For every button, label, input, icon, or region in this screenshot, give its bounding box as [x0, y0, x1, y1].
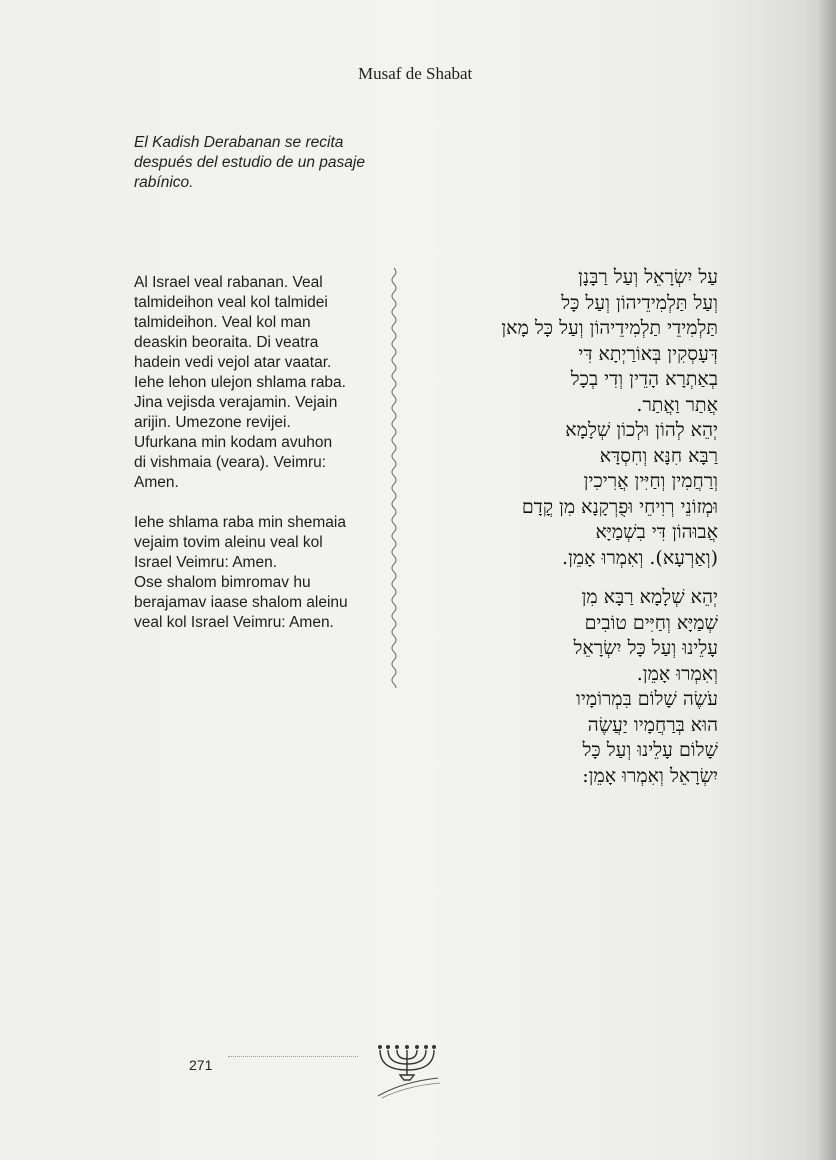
transliteration-paragraph: Al Israel veal rabanan. Veal talmideihon veal kol talmidei talmideihon. Veal kol man deaskin beoraita. Di veatra hadein vedi vejol atar vaatar. Iehe lehon ulejon shlama raba. Jina vejisda verajamin. Vejain arijin. Umezone revijei. Ufurkana min kodam avuhon di vishmaia (veara). Veimru: Amen.	[134, 274, 346, 491]
hebrew-paragraph: עַל יִשְׂרָאֵל וְעַל רַבָּנָן וְעַל תַּלְמִידֵיהוֹן וְעַל כָּל תַּלְמִידֵי תַלְמִידֵיהוֹן וְעַל כָּל מָאן דְּעָסְקִין בְּאוֹרַיְתָא דִּי בְאַתְרָא הָדֵין וְדִי בְכָל אֲתַר וַאֲתַר. יְהֵא לְהוֹן וּלְכוֹן שְׁלָמָא רַבָּא חִנָּא וְחִסְדָּא וְרַחֲמִין וְחַיִּין אֲרִיכִין וּמְזוֹנֵי רְוִיחֵי וּפֻרְקָנָא מִן קֳדָם אֲבוּהוֹן דִּי בִשְׁמַיָּא (וְאַרְעָא). וְאִמְרוּ אָמֵן.	[501, 266, 718, 569]
hebrew-column	[418, 265, 718, 803]
menorah-icon	[372, 1020, 442, 1100]
running-header: Musaf de Shabat	[358, 64, 473, 83]
intro-instruction: El Kadish Derabanan se recita después del estudio de un pasaje rabínico.	[134, 134, 365, 191]
transliteration-paragraph: Iehe shlama raba min shemaia vejaim tovim aleinu veal kol Israel Veimru: Amen. Ose shalom bimromav hu berajamav iaase shalom aleinu veal kol Israel Veimru: Amen.	[134, 514, 348, 631]
page-number: 271	[189, 1057, 213, 1073]
footer-rule	[228, 1056, 358, 1057]
transliteration-column	[134, 273, 389, 653]
wavy-divider	[388, 268, 400, 688]
hebrew-paragraph: יְהֵא שְׁלָמָא רַבָּא מִן שְׁמַיָּא וְחַיִּים טוֹבִים עָלֵינוּ וְעַל כָּל יִשְׂרָאֵל וְאִמְרוּ אָמֵן. עֹשֶׂה שָׁלוֹם בִּמְרוֹמָיו הוּא בְּרַחֲמָיו יַעֲשֶׂה שָׁלוֹם עָלֵינוּ וְעַל כָּל יִשְׂרָאֵל וְאִמְרוּ אָמֵן:	[573, 586, 718, 787]
page-edge-shadow	[818, 0, 836, 1160]
